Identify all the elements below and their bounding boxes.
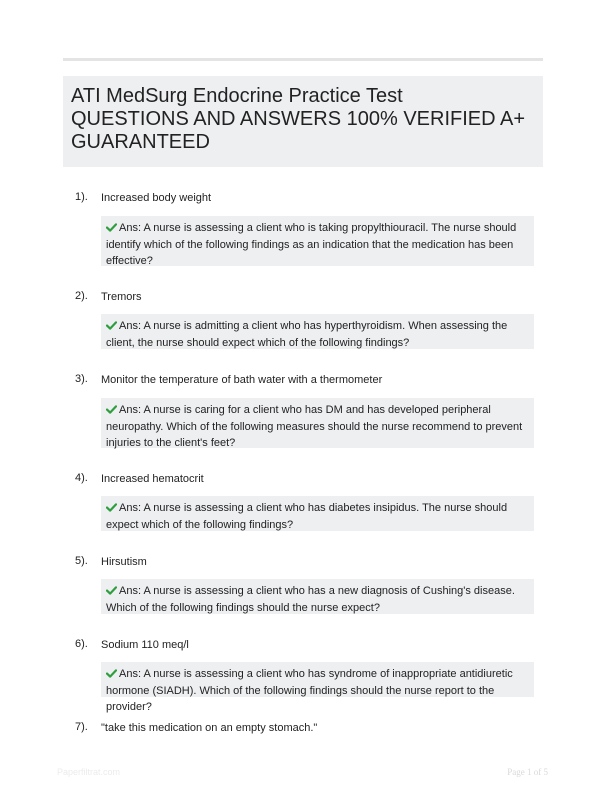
answer-text: Ans: A nurse is assessing a client who has diabetes insipidus. The nurse should expect which of the following findings? <box>106 502 508 531</box>
question-text: "take this medication on an empty stomach." <box>101 722 318 734</box>
answer-text: Ans: A nurse is assessing a client who is taking propylthiouracil. The nurse should identify which of the following findings as an indication that the medication has been effective? <box>106 222 517 267</box>
answer-text: Ans: A nurse is assessing a client who has a new diagnosis of Cushing's disease. Which of the following findings should the nurse expect? <box>106 585 515 614</box>
question-number: 6). <box>75 638 88 650</box>
answer-text: Ans: A nurse is admitting a client who has hyperthyroidism. When assessing the client, the nurse should expect which of the following findings? <box>106 320 508 349</box>
check-icon <box>106 223 117 232</box>
answer-text: Ans: A nurse is caring for a client who has DM and has developed peripheral neuropathy. Which of the following measures should the nurse recommend to prevent injuries to the client's feet? <box>106 404 523 449</box>
footer-watermark: Paperfiltrat.com <box>57 767 121 777</box>
check-icon <box>106 669 117 678</box>
top-rule <box>63 58 543 61</box>
question-text: Monitor the temperature of bath water with a thermometer <box>101 374 383 386</box>
answer-text: Ans: A nurse is assessing a client who has syndrome of inappropriate antidiuretic hormone (SIADH). Which of the following findings should the nurse report to the provider? <box>106 668 513 713</box>
question-text: Increased body weight <box>101 192 212 204</box>
question-text: Sodium 110 meq/l <box>101 639 189 651</box>
page-number: Page 1 of 5 <box>507 767 548 777</box>
answer-box <box>101 216 534 266</box>
question-number: 2). <box>75 290 88 302</box>
question-number: 3). <box>75 373 88 385</box>
question-number: 1). <box>75 191 88 203</box>
answer-box <box>101 662 534 713</box>
question-text: Increased hematocrit <box>101 473 204 485</box>
title-line: ATI MedSurg Endocrine Practice Test <box>71 85 403 107</box>
question-text: Hirsutism <box>101 556 147 568</box>
answer-box <box>101 579 534 614</box>
document-title <box>63 76 543 167</box>
title-line: GUARANTEED <box>71 131 210 153</box>
check-icon <box>106 321 117 330</box>
answer-box <box>101 398 534 448</box>
check-icon <box>106 503 117 512</box>
answer-box <box>101 314 534 349</box>
question-number: 5). <box>75 555 88 567</box>
question-number: 4). <box>75 472 88 484</box>
check-icon <box>106 405 117 414</box>
answer-box <box>101 496 534 531</box>
title-line: QUESTIONS AND ANSWERS 100% VERIFIED A+ <box>71 108 526 130</box>
question-number: 7). <box>75 721 88 733</box>
question-text: Tremors <box>101 291 142 303</box>
check-icon <box>106 586 117 595</box>
